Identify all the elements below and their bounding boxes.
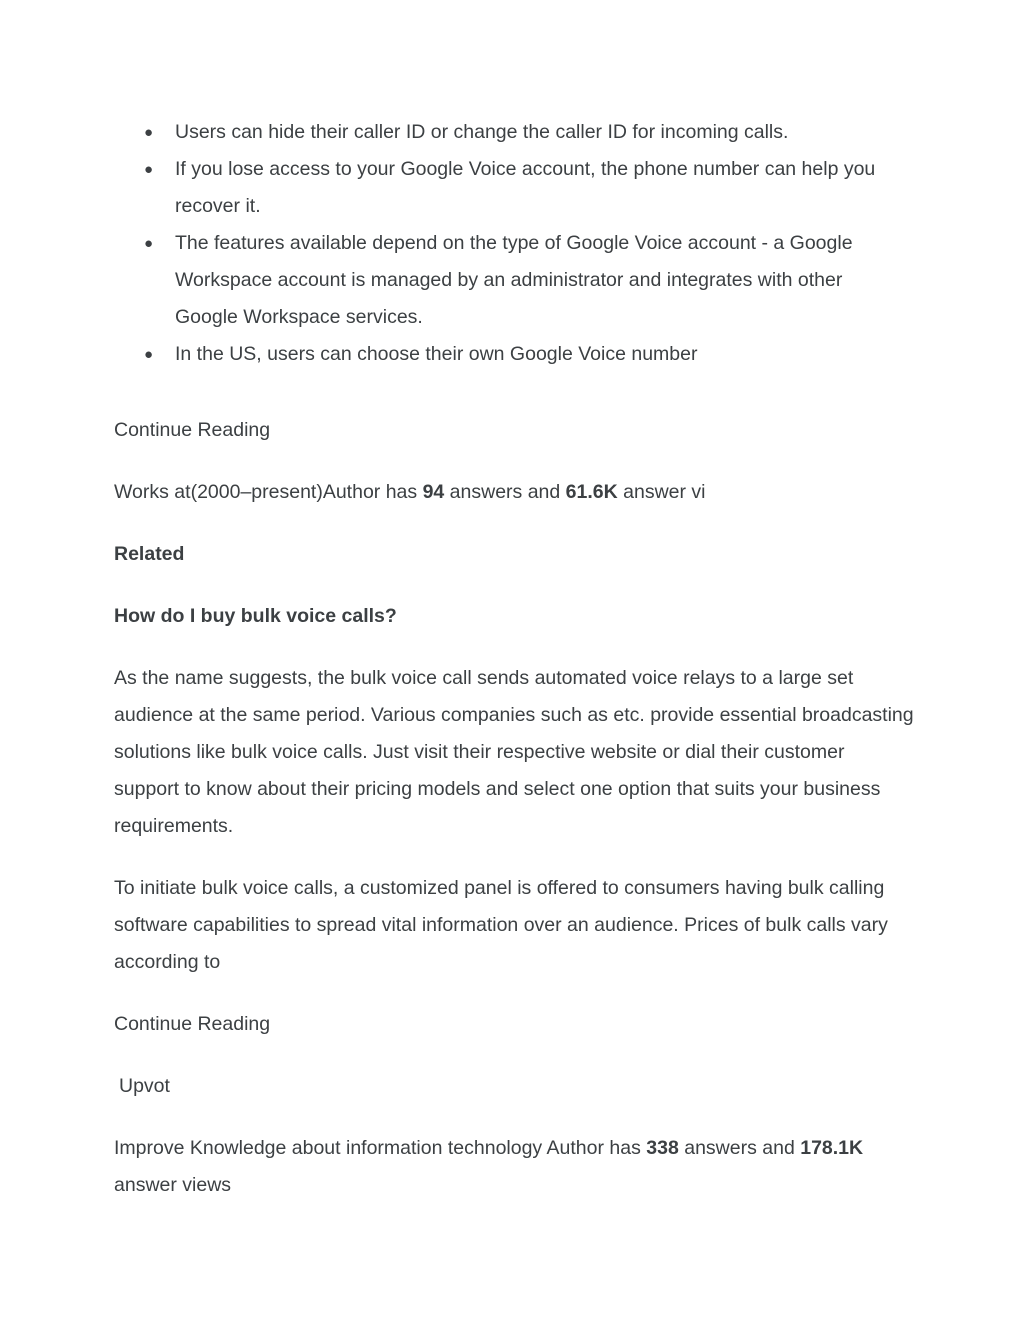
continue-reading-link[interactable]: Continue Reading — [114, 419, 271, 441]
bullet-dot-icon: ● — [144, 161, 154, 178]
bullet-dot-icon: ● — [144, 346, 154, 363]
continue-reading-link[interactable]: Continue Reading — [114, 1013, 271, 1035]
answer-paragraph: As the name suggests, the bulk voice call sends automated voice relays to a large set audience at the same period. Various companies such as etc. provide essential broadcasting solutions like bulk voice calls. Just visit their respective website or dial their customer support to know about their pricing models and select one option that suits your business requirements. — [114, 667, 914, 837]
view-count: 61.6K — [565, 481, 618, 503]
upvote-button[interactable]: Upvot — [119, 1075, 170, 1097]
related-heading: Related — [114, 543, 185, 565]
question-title[interactable]: How do I buy bulk voice calls? — [114, 605, 397, 627]
bullet-dot-icon: ● — [144, 235, 154, 252]
bullet-item: ● Users can hide their caller ID or change the caller ID for incoming calls. — [144, 114, 904, 151]
author-credentials: Works at(2000–present)Author has 94 answers and 61.6K answer vi — [114, 481, 706, 503]
bullet-item: ● If you lose access to your Google Voice account, the phone number can help you recover it. — [144, 151, 904, 225]
bullet-item: ● In the US, users can choose their own Google Voice number — [144, 336, 904, 373]
view-count: 178.1K — [800, 1137, 864, 1159]
bullet-dot-icon: ● — [144, 124, 154, 141]
answer-count: 338 — [646, 1137, 679, 1159]
answer-paragraph: To initiate bulk voice calls, a customized panel is offered to consumers having bulk calling software capabilities to spread vital information over an audience. Prices of bulk calls vary according to — [114, 877, 888, 973]
bullet-item: ● The features available depend on the type of Google Voice account - a Google Workspace account is managed by an administrator and integrates with other Google Workspace services. — [144, 225, 904, 336]
feature-bullet-list — [144, 114, 904, 373]
answer-count: 94 — [422, 481, 445, 503]
author-credentials: Improve Knowledge about information technology Author has 338 answers and 178.1K answer views — [114, 1137, 864, 1196]
